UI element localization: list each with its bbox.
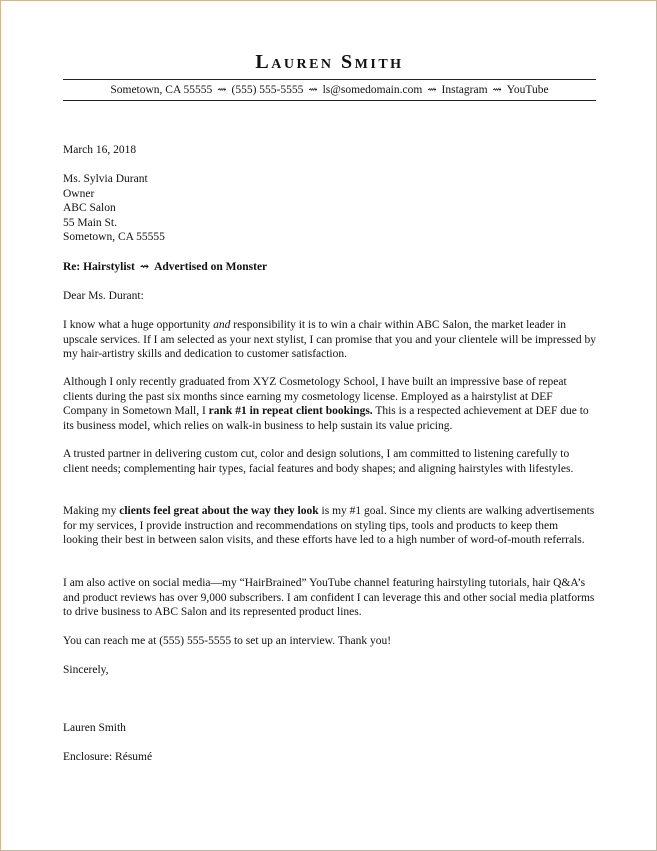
recipient-title: Owner [63, 187, 95, 200]
separator-icon: ⇝ [139, 261, 150, 273]
contact-email: ls@somedomain.com [322, 84, 423, 96]
p2-text-a: Although I only recently graduated from XYZ Cosmetology School, I have built an impressive base of repeat clients during the past six months since earning my cosmetology license. Employed as a hairstylist at DEF Company in Sometown Mall, I [63, 376, 567, 418]
subject-rest: Advertised on Monster [154, 261, 268, 273]
paragraph-6: You can reach me at (555) 555-5555 to set up an interview. Thank you! [63, 635, 392, 647]
recipient-address [63, 172, 596, 245]
recipient-name: Ms. Sylvia Durant [63, 173, 148, 185]
letter-date: March 16, 2018 [63, 144, 137, 156]
paragraph-3: A trusted partner in delivering custom cut, color and design solutions, I am committed to listening carefully to client needs; complementing hair types, facial features and body shapes; and aligning hairstyles with lifestyles. [63, 448, 574, 475]
separator-icon: ⇝ [308, 84, 318, 96]
separator-icon: ⇝ [492, 84, 502, 96]
header-rule-top [63, 79, 596, 80]
p4-text-a: Making my [63, 505, 120, 517]
closing: Sincerely, [63, 664, 109, 676]
p2-bold: rank #1 in repeat client bookings. [208, 405, 373, 418]
sender-name: Lauren Smith [255, 51, 404, 73]
recipient-street: 55 Main St. [63, 216, 117, 229]
paragraph-1 [63, 318, 596, 362]
p2-text-b: This is a respected achievement at DEF due to its business model, which relies on walk-in business to help sustain its value pricing. [63, 405, 589, 432]
p4-text-b: is my #1 goal. Since my clients are walking advertisements for my services, I provide instruction and recommendations on styling tips, tools and products to keep them looking their best in between salon visits, and these efforts have led to a high number of word-of-mouth referrals. [63, 505, 595, 547]
recipient-company: ABC Salon [63, 202, 116, 215]
p1-emphasis: and [213, 319, 231, 331]
salutation: Dear Ms. Durant: [63, 290, 144, 302]
subject-prefix: Re: Hairstylist [63, 261, 135, 273]
header-rule-bottom [63, 100, 596, 101]
paragraph-5: I am also active on social media—my “HairBrained” YouTube channel featuring hairstyling tutorials, hair Q&A’s and product reviews has over 9,000 subscribers. I am confident I can leverage this and other social media platforms to drive business to ABC Salon and its represented product lines. [63, 577, 595, 619]
paragraph-2 [63, 375, 596, 433]
signature-name: Lauren Smith [63, 722, 126, 734]
paragraph-4 [63, 504, 596, 548]
separator-icon: ⇝ [217, 84, 227, 96]
enclosure-line: Enclosure: Résumé [63, 751, 153, 763]
p4-bold: clients feel great about the way they look [119, 505, 319, 517]
contact-address: Sometown, CA 55555 [110, 84, 213, 96]
contact-phone: (555) 555-5555 [231, 84, 304, 96]
contact-instagram: Instagram [441, 84, 488, 96]
recipient-city: Sometown, CA 55555 [63, 231, 165, 244]
subject-line [63, 260, 596, 275]
separator-icon: ⇝ [427, 84, 437, 96]
p1-text-b: responsibility it is to win a chair within ABC Salon, the market leader in upscale services. If I am selected as your next stylist, I can promise that you and your clientele will be impressed by my hair-artistry skills and dedication to customer satisfaction. [63, 319, 596, 361]
contact-youtube: YouTube [506, 84, 549, 96]
p1-text-a: I know what a huge opportunity [63, 319, 214, 331]
contact-line [63, 83, 596, 96]
